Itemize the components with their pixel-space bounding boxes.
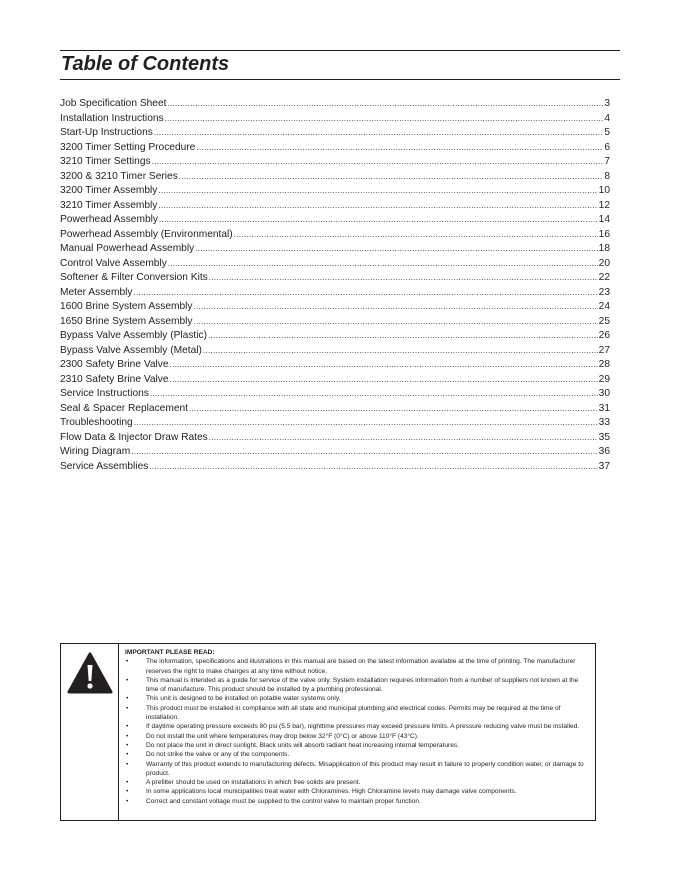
toc-entry[interactable] bbox=[60, 344, 610, 359]
toc-entry[interactable] bbox=[60, 141, 610, 156]
page-title: Table of Contents bbox=[61, 53, 230, 75]
notice-item: • Correct and constant voltage must be supplied to the control valve to maintain proper function. bbox=[125, 797, 589, 806]
title-rule bbox=[60, 79, 620, 80]
toc-page-number: 12 bbox=[598, 199, 610, 211]
toc-label: Bypass Valve Assembly (Plastic) bbox=[60, 330, 208, 341]
notice-item: • Do not strike the valve or any of the components. bbox=[125, 750, 589, 759]
toc-label: 3200 Timer Assembly bbox=[60, 185, 158, 196]
dot-leader bbox=[196, 141, 603, 156]
dot-leader bbox=[209, 431, 598, 446]
toc-label: Installation Instructions bbox=[60, 112, 164, 124]
toc-page-number: 23 bbox=[598, 286, 610, 298]
toc-label: 2310 Safety Brine Valve bbox=[60, 373, 169, 385]
dot-leader bbox=[170, 358, 598, 373]
dot-leader bbox=[154, 126, 603, 141]
toc-page-number: 25 bbox=[598, 315, 610, 327]
toc-entry[interactable] bbox=[60, 286, 610, 301]
toc-entry[interactable] bbox=[60, 271, 610, 286]
toc-entry[interactable] bbox=[60, 126, 610, 141]
toc-entry[interactable] bbox=[60, 242, 610, 257]
notice-item: • This manual is intended as a guide for service of the valve only. System installation requires information from a number of suppliers not known at the time of manufacture. This product should be installed by a plumbing professional. bbox=[125, 676, 589, 695]
toc-page-number: 6 bbox=[604, 141, 610, 153]
toc-label: Seal & Spacer Replacement bbox=[60, 402, 188, 414]
toc-page-number: 26 bbox=[598, 330, 610, 341]
toc-label: Powerhead Assembly bbox=[60, 214, 158, 225]
toc-page-number: 3 bbox=[604, 98, 610, 109]
toc-label: Meter Assembly bbox=[60, 286, 133, 298]
toc-page-number: 35 bbox=[598, 431, 610, 443]
toc-page-number: 8 bbox=[604, 170, 610, 182]
notice-item: • This product must be installed in compliance with all state and municipal plumbing and electrical codes. Permits may be required at the time of installation. bbox=[125, 704, 589, 723]
dot-leader bbox=[189, 402, 598, 417]
toc-entry[interactable] bbox=[60, 329, 610, 344]
toc-page-number: 10 bbox=[598, 185, 610, 196]
toc-page-number: 31 bbox=[598, 402, 610, 414]
toc-label: Flow Data & Injector Draw Rates bbox=[60, 431, 208, 443]
toc-page-number: 4 bbox=[604, 112, 610, 124]
toc-label: Softener & Filter Conversion Kits bbox=[60, 272, 208, 283]
toc-entry[interactable] bbox=[60, 300, 610, 315]
dot-leader bbox=[159, 213, 598, 228]
table-of-contents bbox=[60, 97, 610, 474]
toc-page-number: 20 bbox=[598, 257, 610, 269]
toc-entry[interactable] bbox=[60, 445, 610, 460]
toc-entry[interactable] bbox=[60, 373, 610, 388]
dot-leader bbox=[149, 460, 597, 475]
toc-entry[interactable] bbox=[60, 358, 610, 373]
toc-page-number: 14 bbox=[598, 214, 610, 225]
toc-page-number: 18 bbox=[598, 243, 610, 254]
toc-label: Wiring Diagram bbox=[60, 446, 131, 457]
toc-entry[interactable] bbox=[60, 431, 610, 446]
toc-page-number: 16 bbox=[598, 228, 610, 240]
top-rule bbox=[60, 50, 620, 51]
toc-entry[interactable] bbox=[60, 228, 610, 243]
toc-entry[interactable] bbox=[60, 112, 610, 127]
toc-label: Service Instructions bbox=[60, 388, 149, 399]
toc-label: Service Assemblies bbox=[60, 460, 149, 472]
notice-item: • The information, specifications and illustrations in this manual are based on the latest information available at the time of printing. The manufacturer reserves the right to make changes at any time without notice. bbox=[125, 657, 589, 676]
dot-leader bbox=[134, 416, 598, 431]
dot-leader bbox=[194, 300, 598, 315]
dot-leader bbox=[234, 228, 598, 243]
notice-list bbox=[125, 657, 589, 806]
toc-label: Troubleshooting bbox=[60, 417, 133, 428]
toc-label: 3210 Timer Assembly bbox=[60, 199, 158, 211]
toc-label: Start-Up Instructions bbox=[60, 127, 153, 138]
toc-label: 3200 Timer Setting Procedure bbox=[60, 141, 196, 153]
toc-label: 1600 Brine System Assembly bbox=[60, 301, 193, 312]
toc-page-number: 22 bbox=[598, 272, 610, 283]
important-notice bbox=[60, 643, 596, 821]
dot-leader bbox=[179, 170, 604, 185]
notice-item: • A prefilter should be used on installations in which free solids are present. bbox=[125, 778, 589, 787]
dot-leader bbox=[165, 112, 604, 127]
warning-icon bbox=[61, 644, 119, 820]
toc-page-number: 37 bbox=[598, 460, 610, 472]
toc-entry[interactable] bbox=[60, 199, 610, 214]
dot-leader bbox=[195, 242, 597, 257]
toc-entry[interactable] bbox=[60, 257, 610, 272]
toc-entry[interactable] bbox=[60, 387, 610, 402]
notice-item: • If daytime operating pressure exceeds 80 psi (5.5 bar), nighttime pressures may exceed pressure limits. A pressure reducing valve must be installed. bbox=[125, 722, 589, 731]
toc-page-number: 24 bbox=[598, 301, 610, 312]
notice-item: • In some applications local municipalities treat water with Chloramines. High Chloramine levels may damage valve components. bbox=[125, 787, 589, 796]
dot-leader bbox=[209, 271, 598, 286]
notice-item: • Do not place the unit in direct sunlight. Black units will absorb radiant heat increasing internal temperatures. bbox=[125, 741, 589, 750]
toc-label: Powerhead Assembly (Environmental) bbox=[60, 228, 233, 240]
toc-label: Manual Powerhead Assembly bbox=[60, 243, 195, 254]
toc-page-number: 5 bbox=[604, 127, 610, 138]
toc-label: 3210 Timer Settings bbox=[60, 156, 151, 167]
dot-leader bbox=[203, 344, 598, 359]
toc-page-number: 7 bbox=[604, 156, 610, 167]
toc-label: 1650 Brine System Assembly bbox=[60, 315, 193, 327]
toc-entry[interactable] bbox=[60, 213, 610, 228]
notice-item: • This unit is designed to be installed on potable water systems only. bbox=[125, 694, 589, 703]
dot-leader bbox=[158, 184, 597, 199]
toc-page-number: 30 bbox=[598, 388, 610, 399]
toc-entry[interactable] bbox=[60, 416, 610, 431]
dot-leader bbox=[168, 257, 598, 272]
dot-leader bbox=[150, 387, 598, 402]
dot-leader bbox=[131, 445, 597, 460]
toc-page-number: 36 bbox=[598, 446, 610, 457]
dot-leader bbox=[170, 373, 598, 388]
toc-page-number: 29 bbox=[598, 373, 610, 385]
toc-label: 2300 Safety Brine Valve bbox=[60, 359, 169, 370]
dot-leader bbox=[152, 155, 604, 170]
notice-heading: IMPORTANT PLEASE READ: bbox=[125, 649, 215, 656]
dot-leader bbox=[133, 286, 597, 301]
toc-entry[interactable] bbox=[60, 460, 610, 475]
toc-label: 3200 & 3210 Timer Series bbox=[60, 170, 178, 182]
dot-leader bbox=[158, 199, 597, 214]
toc-page-number: 33 bbox=[598, 417, 610, 428]
toc-entry[interactable] bbox=[60, 155, 610, 170]
toc-entry[interactable] bbox=[60, 170, 610, 185]
notice-item: • Warranty of this product extends to manufacturing defects. Misapplication of this product may result in failure to properly condition water, or damage to product. bbox=[125, 760, 589, 779]
dot-leader bbox=[167, 97, 603, 112]
toc-entry[interactable] bbox=[60, 184, 610, 199]
toc-entry[interactable] bbox=[60, 97, 610, 112]
toc-entry[interactable] bbox=[60, 315, 610, 330]
toc-page-number: 28 bbox=[598, 359, 610, 370]
toc-page-number: 27 bbox=[598, 344, 610, 356]
dot-leader bbox=[208, 329, 598, 344]
toc-entry[interactable] bbox=[60, 402, 610, 417]
notice-item: • Do not install the unit where temperatures may drop below 32°F (0°C) or above 110°F (43°C). bbox=[125, 732, 589, 741]
toc-label: Control Valve Assembly bbox=[60, 257, 167, 269]
toc-label: Job Specification Sheet bbox=[60, 98, 167, 109]
dot-leader bbox=[194, 315, 598, 330]
toc-label: Bypass Valve Assembly (Metal) bbox=[60, 344, 202, 356]
